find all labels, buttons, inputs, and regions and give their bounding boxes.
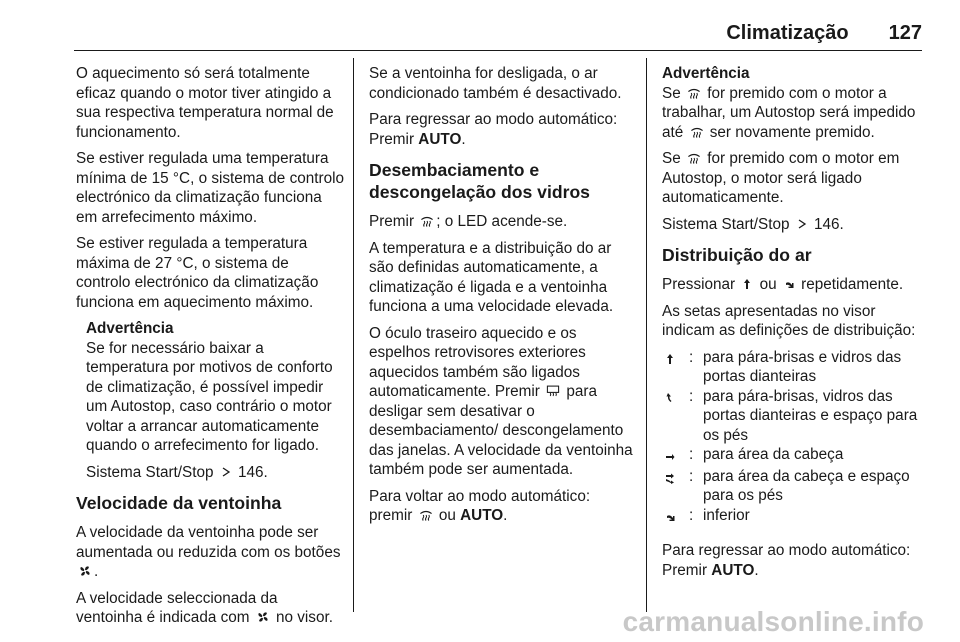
defrost-icon — [687, 86, 701, 100]
defrost-icon — [690, 125, 704, 139]
cross-reference: Sistema Start/Stop 146. — [662, 215, 844, 233]
defrost-icon — [420, 214, 434, 228]
windscreen-air-icon — [662, 348, 689, 387]
watermark: carmanualsonline.info — [622, 606, 924, 637]
defrost-icon — [419, 508, 433, 522]
column-divider — [353, 58, 354, 612]
reference-arrow-icon — [221, 466, 231, 478]
note-text: Se for necessário baixar a temperatura por motivos de conforto de climatização, é possível impedir um Autostop, caso contrário o motor voltar a arrancar automaticamente quando o arrefecimento for ligado. — [86, 339, 333, 454]
paragraph: Para regressar ao modo automático: Premir AUTO. — [662, 542, 911, 579]
head-air-icon — [662, 445, 689, 467]
feet-air-icon — [662, 506, 689, 528]
head-feet-air-icon — [662, 467, 689, 506]
note-box — [662, 64, 928, 208]
distribution-list — [662, 348, 928, 528]
section-heading: Velocidade da ventoinha — [76, 493, 282, 513]
paragraph: Se estiver regulada uma temperatura mínima de 15 °C, o sistema de controlo electrónico da climatização funciona em arrefecimento máximo. — [76, 150, 344, 226]
paragraph: Premir ; o LED acende-se. — [369, 213, 568, 230]
page-title: Climatização — [726, 22, 849, 44]
paragraph: Se estiver regulada a temperatura máxima de 27 °C, o sistema de controlo electrónico da climatização funciona em aquecimento máximo. — [76, 235, 319, 311]
page-header — [74, 22, 922, 45]
reference-arrow-icon — [797, 218, 807, 230]
column-1 — [76, 64, 344, 635]
defrost-icon — [687, 151, 701, 165]
page-number: 127 — [888, 22, 922, 44]
paragraph: O aquecimento só será totalmente eficaz quando o motor tiver atingido a sua respectiva temperatura normal de funcionamento. — [76, 65, 334, 141]
paragraph: Para regressar ao modo automático: Premir AUTO. — [369, 111, 618, 148]
fan-icon — [256, 610, 270, 624]
list-item: : para área da cabeça — [662, 445, 928, 467]
note-box — [86, 319, 344, 482]
section-heading: Desembaciamento e descongelação dos vidros — [369, 160, 590, 202]
list-item: : para pára-brisas, vidros das portas dianteiras e espaço para os pés — [662, 387, 928, 446]
note-title: Advertência — [86, 320, 174, 337]
paragraph: Pressionar ou repetidamente. — [662, 276, 904, 293]
column-3 — [662, 64, 928, 587]
list-item: : para área da cabeça e espaço para os pés — [662, 467, 928, 506]
fan-icon — [78, 564, 92, 578]
note-text: Se for premido com o motor em Autostop, o motor será ligado automaticamente. — [662, 150, 900, 206]
paragraph: Se a ventoinha for desligada, o ar condicionado também é desactivado. — [369, 65, 622, 102]
list-item: : inferior — [662, 506, 928, 528]
paragraph: A velocidade seleccionada da ventoinha é indicada com no visor. — [76, 589, 333, 626]
paragraph: O óculo traseiro aquecido e os espelhos retrovisores exteriores aquecidos também são ligados automaticamente. Premir para desligar sem desativar o desembaciamento/ descongelamento das janelas. A velocidade da ventoinha também pode ser aumentada. — [369, 324, 633, 478]
list-item: : para pára-brisas e vidros das portas dianteiras — [662, 348, 928, 387]
note-title: Advertência — [662, 65, 750, 82]
column-2 — [369, 64, 635, 533]
note-text: Se for premido com o motor a trabalhar, um Autostop será impedido até ser novamente premido. — [662, 84, 916, 141]
section-heading: Distribuição do ar — [662, 245, 812, 265]
paragraph: Para voltar ao modo automático: premir ou AUTO. — [369, 487, 591, 524]
paragraph: A temperatura e a distribuição do ar são definidas automaticamente, a climatização é ligada e a ventoinha funciona a uma velocidade elevada. — [369, 239, 614, 315]
paragraph: As setas apresentadas no visor indicam as definições de distribuição: — [662, 302, 916, 339]
header-rule — [74, 50, 922, 51]
rear-window-defrost-icon — [546, 384, 560, 398]
windscreen-feet-air-icon — [662, 387, 689, 446]
column-divider — [646, 58, 647, 612]
cross-reference: Sistema Start/Stop 146. — [86, 463, 268, 481]
windscreen-air-icon — [742, 278, 752, 290]
paragraph: A velocidade da ventoinha pode ser aumentada ou reduzida com os botões . — [76, 524, 341, 580]
feet-air-icon — [784, 278, 794, 290]
